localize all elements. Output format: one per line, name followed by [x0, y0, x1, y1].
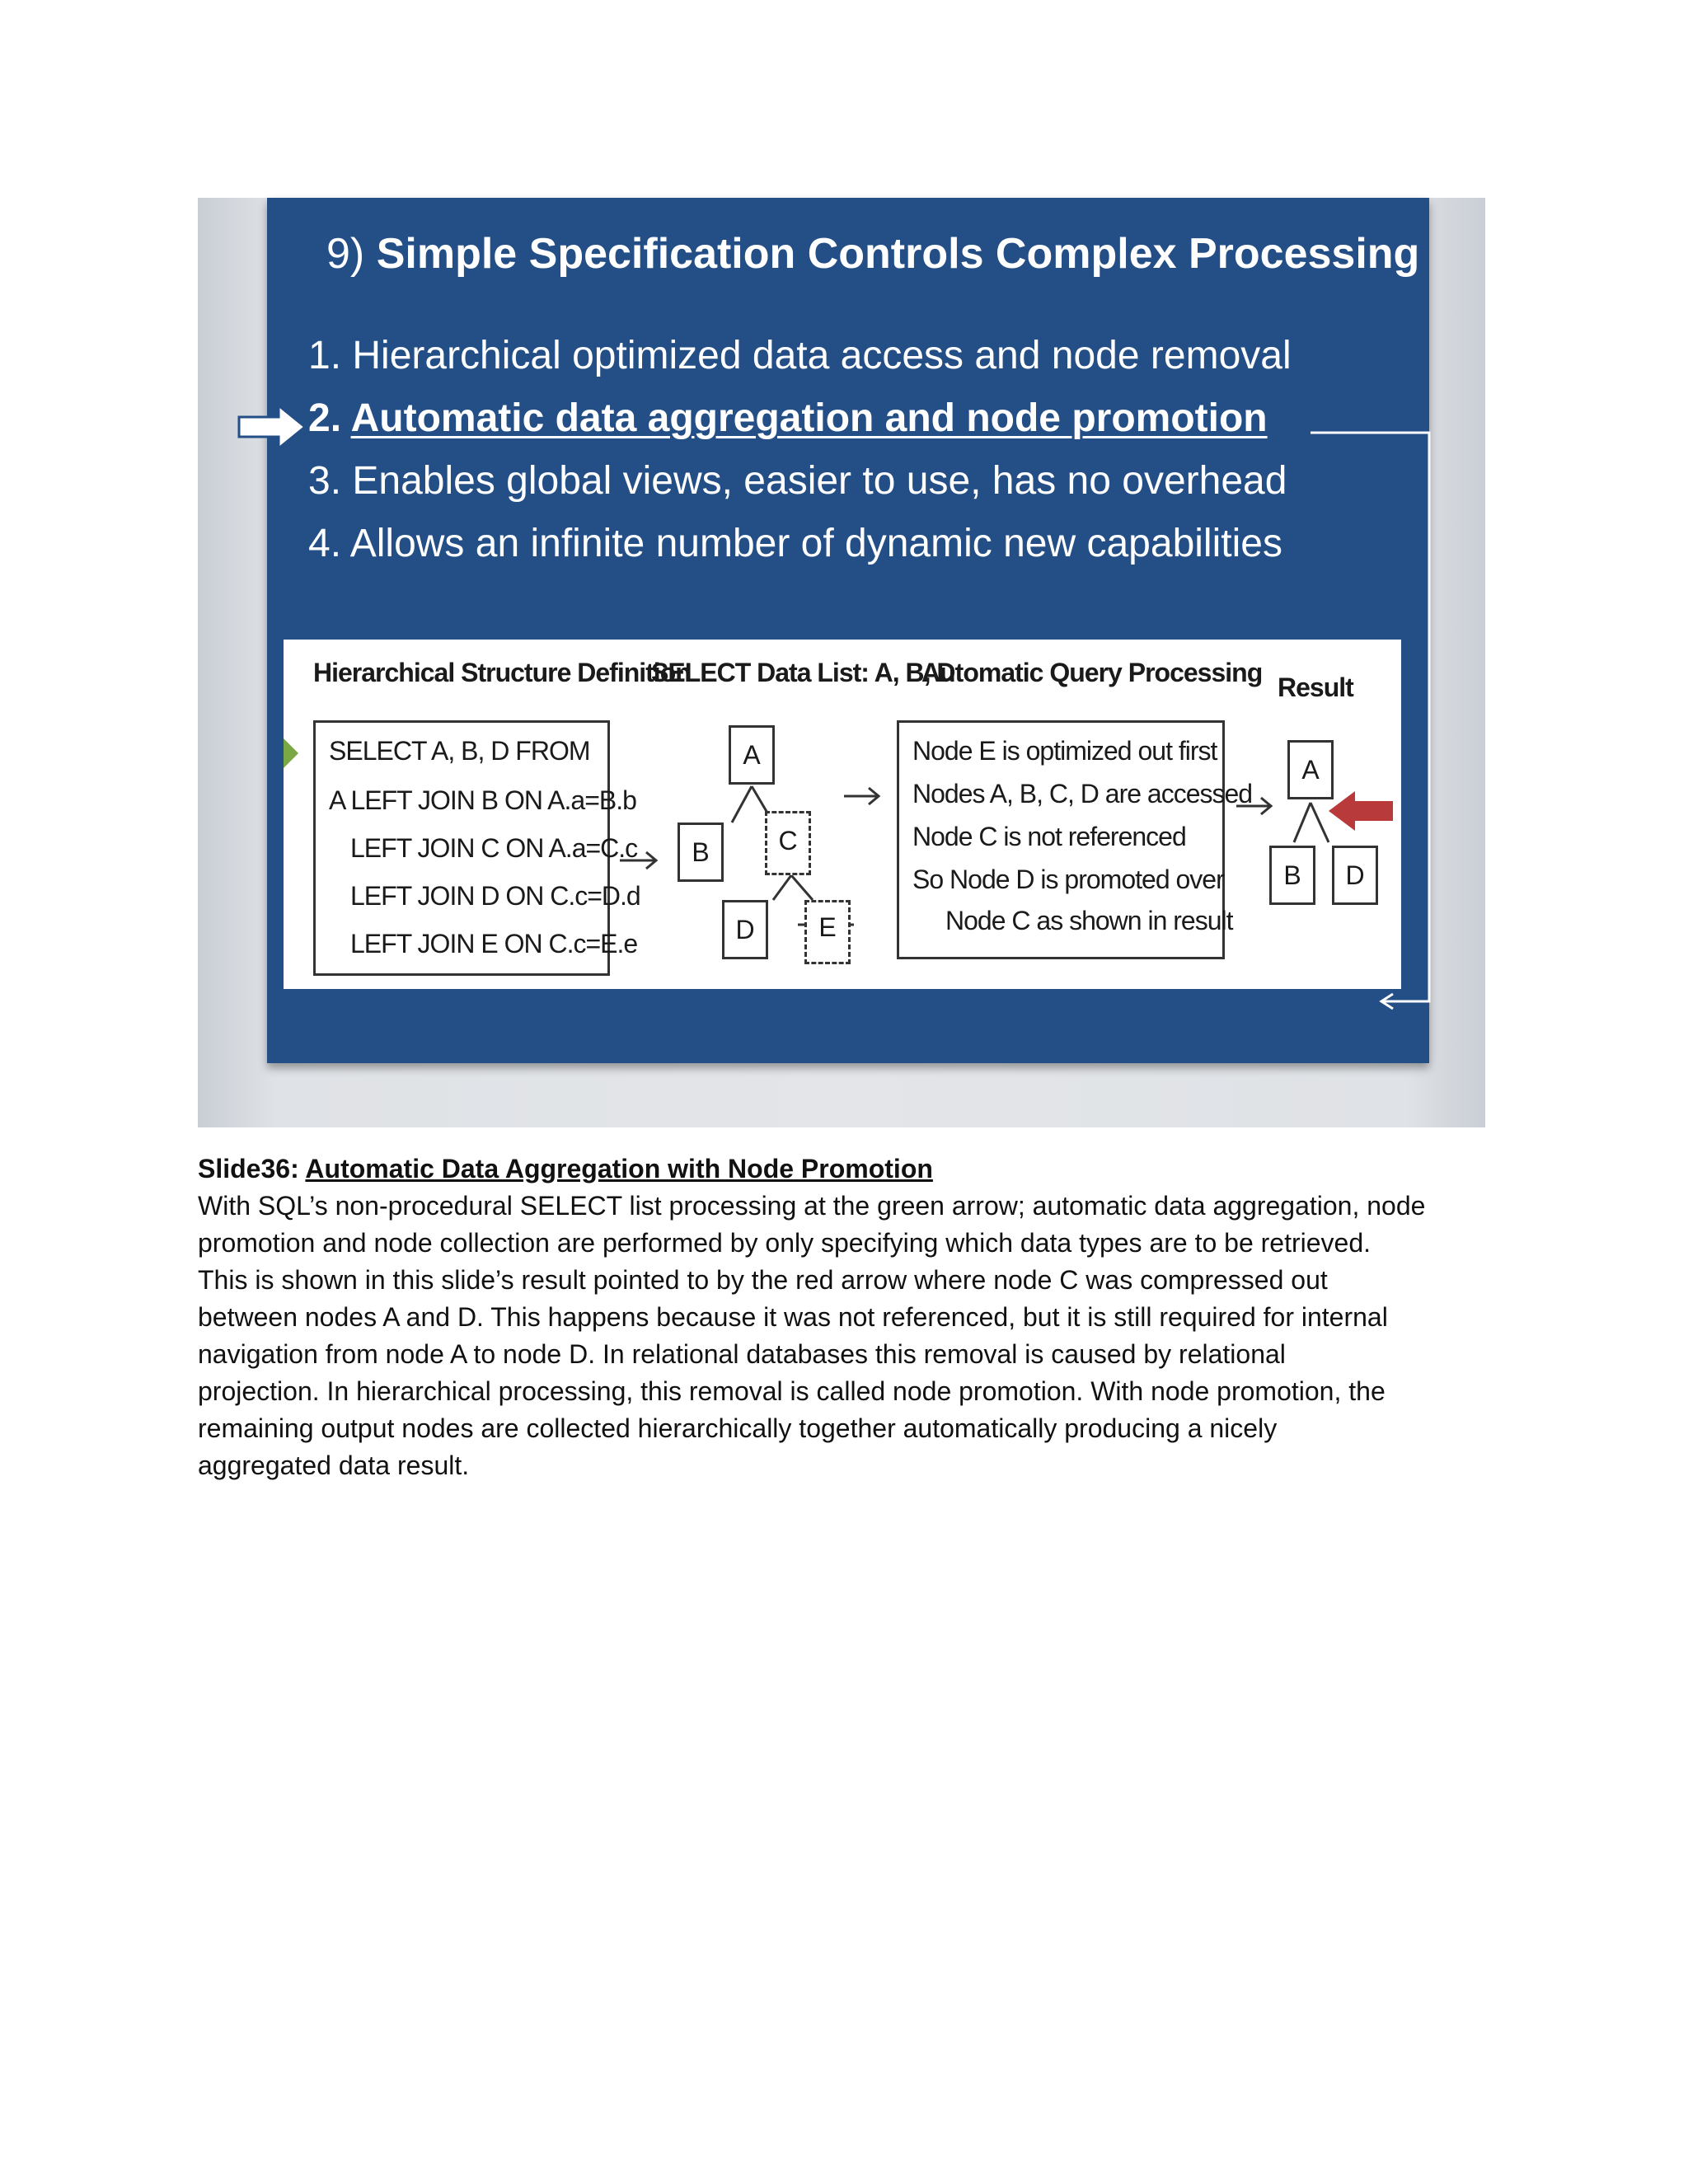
caption-line: aggregated data result. — [198, 1451, 470, 1480]
slide-image — [198, 198, 1485, 1127]
caption-line: remaining output nodes are collected hierarchically together automatically producing a nicely — [198, 1413, 1278, 1443]
processing-box — [897, 720, 1253, 959]
slide-caption — [198, 1151, 1492, 1484]
point-2-label: Automatic data aggregation and node promotion — [350, 396, 1268, 440]
slide-title-text: Simple Specification Controls Complex Processing — [376, 230, 1420, 278]
header-select-data-list: SELECT Data List: A, B, D — [651, 658, 955, 687]
header-result: Result — [1278, 673, 1353, 702]
point-2 — [308, 396, 1268, 441]
caption-line: With SQL’s non-procedural SELECT list processing at the green arrow; automatic data aggregation, node — [198, 1191, 1426, 1221]
white-arrow-icon — [237, 404, 307, 450]
sql-line: A LEFT JOIN B ON A.a=B.b — [329, 785, 636, 815]
caption-line: projection. In hierarchical processing, this removal is called node promotion. With node promotion, the — [198, 1376, 1386, 1406]
result-node-d: D — [1332, 846, 1378, 905]
caption-body — [198, 1188, 1492, 1484]
red-arrow-icon — [1329, 791, 1393, 831]
sql-definition-box — [313, 720, 640, 976]
tree-node-d: D — [722, 900, 768, 959]
caption-line: promotion and node collection are performed by only specifying which data types are to be retrieved. — [198, 1228, 1372, 1258]
sql-line: LEFT JOIN C ON A.a=C.c — [350, 833, 638, 863]
slide — [267, 198, 1429, 1063]
processing-line: So Node D is promoted over — [912, 865, 1224, 894]
result-node-b: B — [1269, 846, 1315, 905]
caption-slide-number: Slide36: — [198, 1154, 306, 1183]
tree-node-a: A — [729, 725, 775, 785]
processing-line: Node C as shown in result — [945, 906, 1233, 935]
point-4: 4. Allows an infinite number of dynamic new capabilities — [308, 522, 1282, 565]
processing-line: Node C is not referenced — [912, 822, 1186, 851]
header-automatic-processing: Automatic Query Processing — [921, 658, 1263, 687]
processing-line: Node E is optimized out first — [912, 736, 1217, 766]
green-arrow-icon — [284, 727, 298, 780]
tree-node-b: B — [678, 823, 724, 882]
caption-title — [198, 1151, 1492, 1188]
point-1: 1. Hierarchical optimized data access and node removal — [308, 334, 1292, 377]
sql-line: LEFT JOIN D ON C.c=D.d — [350, 881, 640, 911]
slide-title — [326, 229, 1419, 279]
sql-line: SELECT A, B, D FROM — [329, 736, 590, 766]
caption-line: navigation from node A to node D. In relational databases this removal is caused by relational — [198, 1339, 1286, 1369]
point-3: 3. Enables global views, easier to use, has no overhead — [308, 459, 1287, 503]
processing-line: Nodes A, B, C, D are accessed — [912, 779, 1253, 808]
sql-line: LEFT JOIN E ON C.c=E.e — [350, 929, 638, 958]
header-hierarchical-structure: Hierarchical Structure Definition — [313, 658, 691, 687]
tree-node-c: C — [765, 811, 811, 875]
diagram-panel — [284, 640, 1401, 989]
caption-line: between nodes A and D. This happens because it was not referenced, but it is still required for internal — [198, 1302, 1388, 1332]
result-node-a: A — [1287, 740, 1334, 799]
caption-line: This is shown in this slide’s result pointed to by the red arrow where node C was compressed out — [198, 1265, 1328, 1295]
slide-title-number: 9) — [326, 230, 365, 278]
tree-node-e: E — [804, 900, 851, 964]
caption-heading: Automatic Data Aggregation with Node Promotion — [305, 1154, 933, 1183]
point-2-number: 2. — [308, 396, 342, 440]
